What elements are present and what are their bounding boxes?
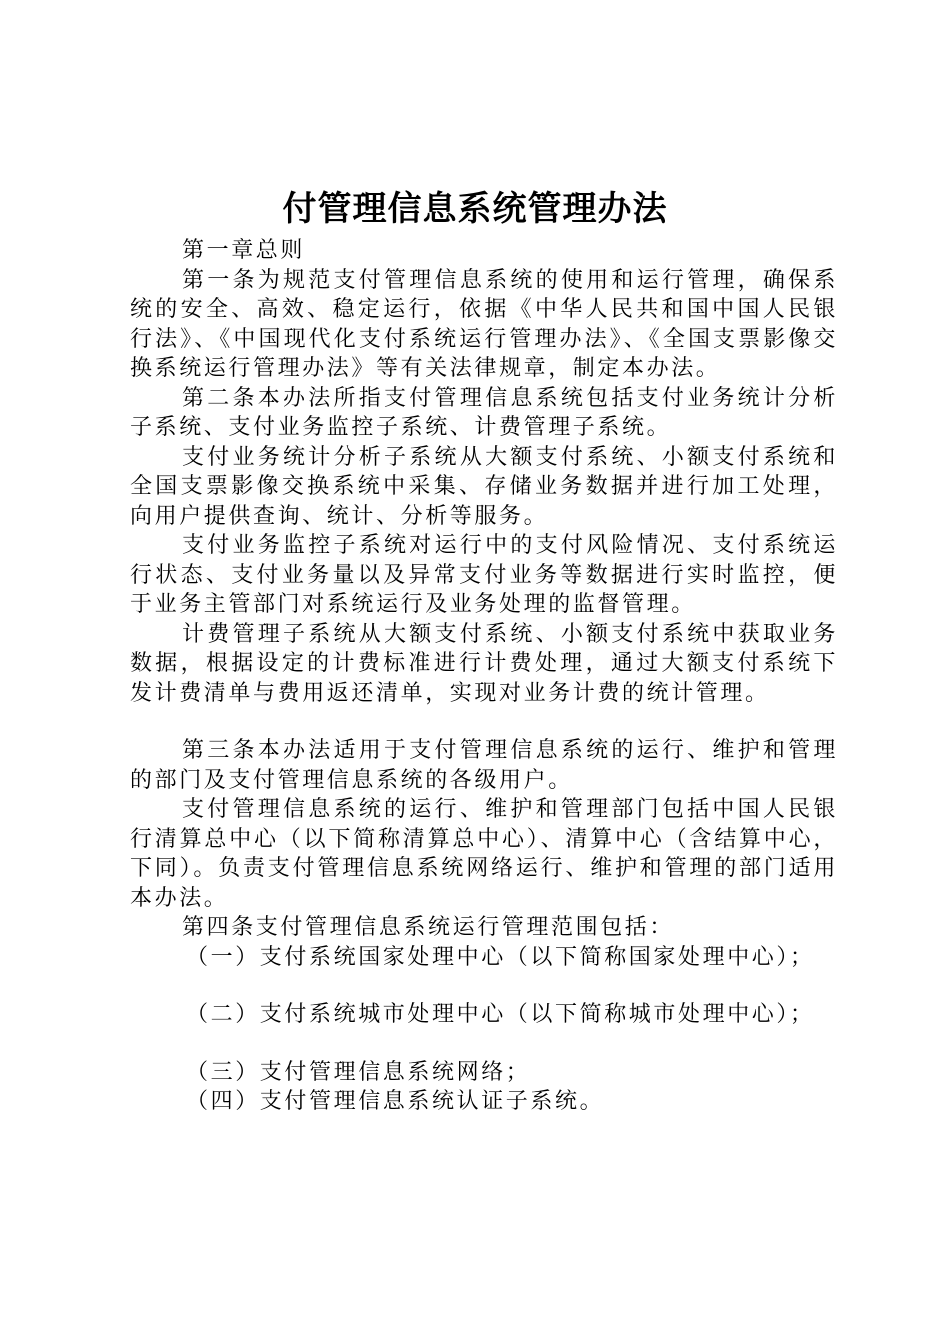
- document-body: [130, 236, 838, 1117]
- list-item-1: （一）支付系统国家处理中心（以下简称国家处理中心）；: [186, 944, 815, 970]
- paragraph-article-2: 第二条本办法所指支付管理信息系统包括支付业务统计分析子系统、支付业务监控子系统、计费管理子系统。: [130, 385, 838, 440]
- paragraph-spacer: [130, 708, 838, 736]
- paragraph-statistics-subsystem: 支付业务统计分析子系统从大额支付系统、小额支付系统和全国支票影像交换系统中采集、存储业务数据并进行加工处理，向用户提供查询、统计、分析等服务。: [130, 444, 838, 529]
- paragraph-operation-departments: 支付管理信息系统的运行、维护和管理部门包括中国人民银行清算总中心（以下简称清算总中心）、清算中心（含结算中心，下同）。负责支付管理信息系统网络运行、维护和管理的部门适用本办法。: [130, 797, 838, 911]
- list-item-3: （三）支付管理信息系统网络；: [186, 1059, 531, 1085]
- document-title: 付管理信息系统管理办法: [282, 189, 668, 229]
- paragraph-article-4: 第四条支付管理信息系统运行管理范围包括：: [182, 915, 675, 940]
- list-spacer: [130, 1030, 838, 1058]
- list-spacer: [130, 972, 838, 1000]
- paragraph-article-1: 第一条为规范支付管理信息系统的使用和运行管理，确保系统的安全、高效、稳定运行，依据《中华人民共和国中国人民银行法》、《中国现代化支付系统运行管理办法》、《全国支票影像交换系统运行管理办法》等有关法律规章，制定本办法。: [130, 267, 838, 381]
- paragraph-monitoring-subsystem: 支付业务监控子系统对运行中的支付风险情况、支付系统运行状态、支付业务量以及异常支付业务等数据进行实时监控，便于业务主管部门对系统运行及业务处理的监督管理。: [130, 533, 838, 617]
- paragraph-billing-subsystem: 计费管理子系统从大额支付系统、小额支付系统中获取业务数据，根据设定的计费标准进行计费处理，通过大额支付系统下发计费清单与费用返还清单，实现对业务计费的统计管理。: [130, 621, 838, 706]
- list-item-4: （四）支付管理信息系统认证子系统。: [186, 1089, 605, 1114]
- paragraph-article-3: 第三条本办法适用于支付管理信息系统的运行、维护和管理的部门及支付管理信息系统的各级用户。: [130, 738, 838, 793]
- chapter-heading: 第一章总则: [182, 238, 306, 263]
- list-item-2: （二）支付系统城市处理中心（以下简称城市处理中心）；: [186, 1002, 815, 1027]
